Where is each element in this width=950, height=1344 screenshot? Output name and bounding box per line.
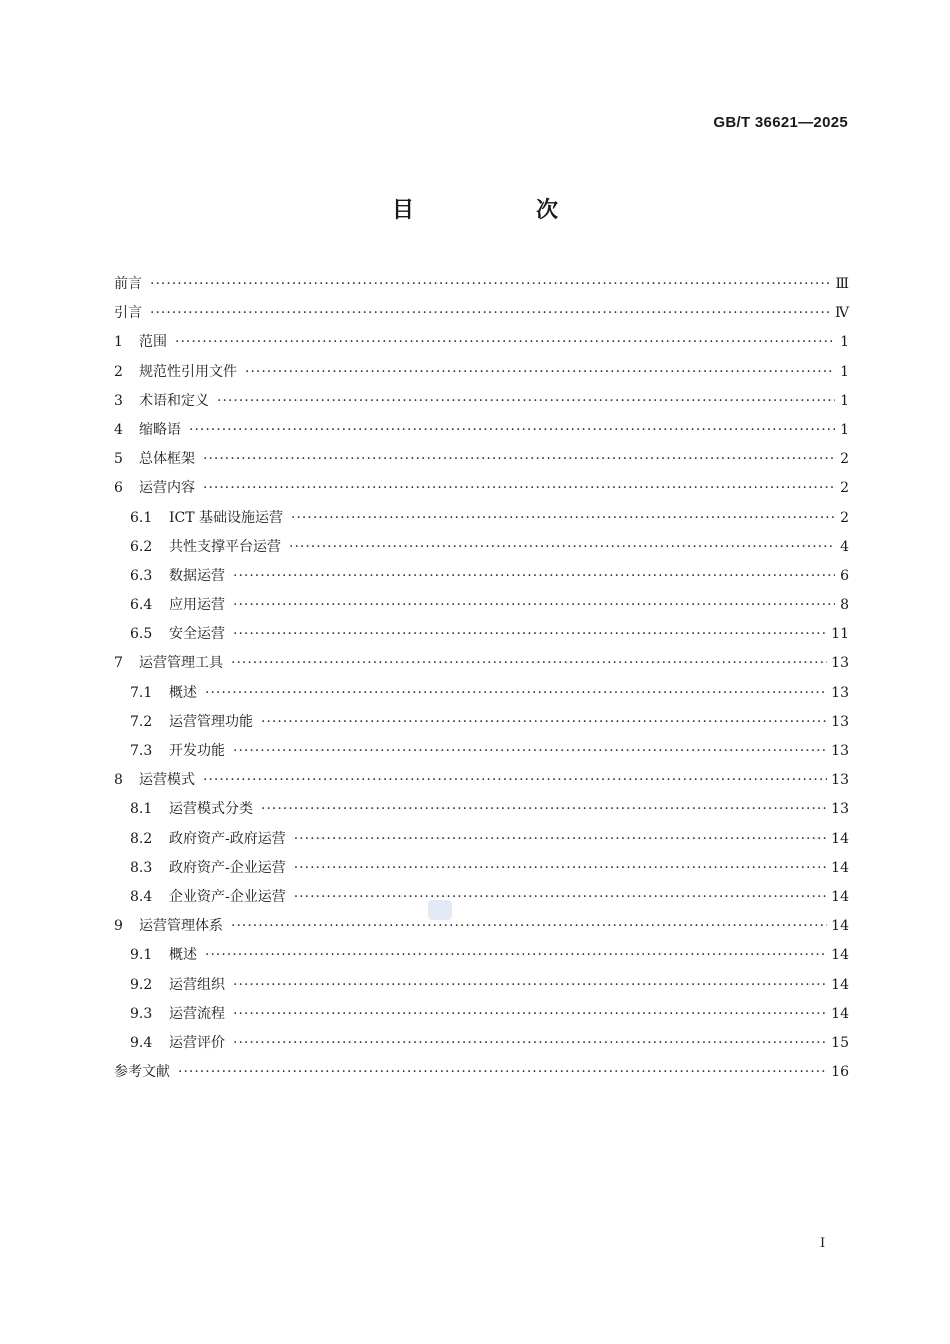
toc-entry[interactable]: [114, 474, 849, 503]
watermark-logo: [428, 900, 452, 920]
toc-entry-page: 14: [831, 947, 849, 964]
toc-entry-label: 运营模式分类: [169, 801, 253, 818]
toc-entry-page: 6: [840, 567, 849, 584]
toc-entry-page: 2: [840, 480, 849, 497]
dot-leader: [231, 912, 827, 941]
toc-entry[interactable]: [114, 620, 849, 649]
toc-entry-page: 16: [831, 1064, 849, 1081]
toc-entry-label: 应用运营: [169, 597, 225, 614]
dot-leader: [205, 941, 827, 970]
toc-entry-number: 5: [114, 451, 123, 468]
toc-entry[interactable]: [114, 533, 849, 562]
dot-leader: [245, 358, 835, 387]
toc-entry-page: Ⅳ: [835, 305, 849, 322]
toc-entry-label: 运营模式: [139, 772, 195, 789]
toc-entry[interactable]: [114, 708, 849, 737]
toc-entry-number: 9: [114, 918, 123, 935]
toc-entry-page: 15: [831, 1034, 849, 1051]
toc-entry-number: 8.3: [130, 859, 153, 876]
dot-leader: [203, 474, 835, 503]
toc-entry-page: 4: [840, 538, 849, 555]
toc-entry-page: 13: [831, 801, 849, 818]
dot-leader: [150, 270, 831, 299]
toc-entry-page: 13: [831, 655, 849, 672]
toc-entry-label: 术语和定义: [139, 392, 209, 409]
toc-entry-label: 共性支撑平台运营: [169, 538, 281, 555]
toc-entry-label: 引言: [114, 305, 142, 322]
toc-entry-number: 9.4: [130, 1034, 153, 1051]
dot-leader: [294, 854, 827, 883]
toc-entry-number: 8.1: [130, 801, 153, 818]
toc-entry-label: 前言: [114, 276, 142, 292]
toc-entry-page: 14: [831, 976, 849, 993]
toc-entry-label: 安全运营: [169, 626, 225, 643]
toc-entry-page: Ⅲ: [835, 276, 849, 292]
page-number: I: [820, 1236, 826, 1251]
toc-entry-label: ICT 基础设施运营: [169, 509, 284, 526]
toc-entry[interactable]: [114, 737, 849, 766]
toc-entry[interactable]: [114, 795, 849, 824]
dot-leader: [233, 1000, 827, 1029]
dot-leader: [189, 416, 835, 445]
dot-leader: [233, 971, 827, 1000]
toc-entry[interactable]: [114, 1029, 849, 1058]
toc-entry-label: 政府资产-政府运营: [169, 830, 286, 847]
toc-entry-page: 14: [831, 918, 849, 935]
standard-number: GB/T 36621—2025: [713, 114, 848, 131]
toc-entry-page: 2: [840, 509, 849, 526]
toc-entry-label: 运营管理工具: [139, 655, 223, 672]
toc-entry[interactable]: [114, 883, 849, 912]
toc-entry-number: 7.1: [130, 684, 153, 701]
toc-entry-number: 1: [114, 334, 123, 351]
toc-entry-number: 4: [114, 421, 123, 438]
toc-entry[interactable]: [114, 912, 849, 941]
toc-entry-number: 7: [114, 655, 123, 672]
dot-leader: [203, 445, 835, 474]
dot-leader: [233, 1029, 827, 1058]
toc-entry-label: 运营内容: [139, 480, 195, 497]
dot-leader: [261, 795, 827, 824]
dot-leader: [289, 533, 835, 562]
toc-entry-number: 6.4: [130, 597, 153, 614]
toc-entry-page: 13: [831, 772, 849, 789]
toc-entry-number: 9.1: [130, 947, 153, 964]
toc-entry[interactable]: [114, 358, 849, 387]
toc-entry[interactable]: [114, 679, 849, 708]
toc-entry-number: 3: [114, 392, 123, 409]
table-of-contents: [114, 270, 849, 1087]
toc-entry[interactable]: [114, 649, 849, 678]
dot-leader: [233, 620, 827, 649]
toc-entry-number: 8: [114, 772, 123, 789]
toc-entry-label: 概述: [169, 684, 197, 701]
toc-entry-label: 运营管理体系: [139, 918, 223, 935]
toc-entry-page: 8: [840, 597, 849, 614]
toc-entry-page: 1: [840, 334, 849, 351]
toc-entry[interactable]: [114, 562, 849, 591]
toc-entry[interactable]: [114, 591, 849, 620]
dot-leader: [294, 883, 827, 912]
dot-leader: [233, 737, 827, 766]
toc-entry-number: 6.5: [130, 626, 153, 643]
dot-leader: [217, 387, 835, 416]
toc-entry-label: 政府资产-企业运营: [169, 859, 286, 876]
toc-entry-page: 1: [840, 421, 849, 438]
toc-entry-page: 13: [831, 743, 849, 759]
toc-entry-label: 缩略语: [139, 421, 181, 438]
toc-entry-number: 9.3: [130, 1005, 153, 1022]
dot-leader: [231, 649, 827, 678]
toc-entry-page: 14: [831, 830, 849, 847]
toc-entry-label: 开发功能: [169, 743, 225, 759]
toc-entry[interactable]: [114, 766, 849, 795]
toc-entry-page: 13: [831, 713, 849, 730]
toc-entry-page: 11: [831, 626, 849, 643]
toc-entry[interactable]: [114, 971, 849, 1000]
toc-entry-label: 运营管理功能: [169, 713, 253, 730]
toc-entry-label: 运营流程: [169, 1005, 225, 1022]
toc-entry-label: 概述: [169, 947, 197, 964]
dot-leader: [291, 504, 835, 533]
toc-entry-number: 8.4: [130, 888, 153, 905]
toc-entry-label: 规范性引用文件: [139, 363, 237, 380]
dot-leader: [205, 679, 827, 708]
toc-entry-number: 6.3: [130, 567, 153, 584]
dot-leader: [175, 328, 835, 357]
toc-entry-number: 6.1: [130, 509, 153, 526]
toc-entry-label: 运营组织: [169, 976, 225, 993]
toc-entry[interactable]: [114, 1000, 849, 1029]
dot-leader: [233, 591, 835, 620]
toc-entry-number: 6: [114, 480, 123, 497]
toc-entry-page: 14: [831, 859, 849, 876]
toc-entry-page: 1: [840, 392, 849, 409]
toc-entry-page: 1: [840, 363, 849, 380]
toc-entry[interactable]: [114, 504, 849, 533]
toc-entry[interactable]: [114, 387, 849, 416]
toc-entry-page: 13: [831, 684, 849, 701]
toc-entry-label: 运营评价: [169, 1034, 225, 1051]
toc-entry-page: 14: [831, 1005, 849, 1022]
toc-entry-page: 2: [840, 451, 849, 468]
toc-entry-label: 数据运营: [169, 567, 225, 584]
dot-leader: [203, 766, 827, 795]
dot-leader: [178, 1058, 827, 1087]
toc-entry-label: 总体框架: [139, 451, 195, 468]
toc-entry-number: 6.2: [130, 538, 153, 555]
dot-leader: [150, 299, 831, 328]
toc-entry-number: 2: [114, 363, 123, 380]
toc-entry-label: 参考文献: [114, 1064, 170, 1081]
toc-entry[interactable]: [114, 941, 849, 970]
toc-entry[interactable]: [114, 825, 849, 854]
toc-entry[interactable]: [114, 445, 849, 474]
dot-leader: [233, 562, 835, 591]
toc-entry[interactable]: [114, 1058, 849, 1087]
dot-leader: [261, 708, 827, 737]
toc-entry-page: 14: [831, 888, 849, 905]
toc-entry-number: 8.2: [130, 830, 153, 847]
toc-entry-label: 范围: [139, 334, 167, 351]
toc-entry[interactable]: [114, 416, 849, 445]
toc-entry[interactable]: [114, 270, 849, 299]
dot-leader: [294, 825, 827, 854]
page-title: 目 次: [391, 198, 608, 223]
toc-entry[interactable]: [114, 299, 849, 328]
toc-entry-number: 7.2: [130, 713, 153, 730]
toc-entry-label: 企业资产-企业运营: [169, 888, 286, 905]
toc-entry-number: 7.3: [130, 743, 153, 759]
toc-entry[interactable]: [114, 328, 849, 357]
toc-entry[interactable]: [114, 854, 849, 883]
toc-entry-number: 9.2: [130, 976, 153, 993]
